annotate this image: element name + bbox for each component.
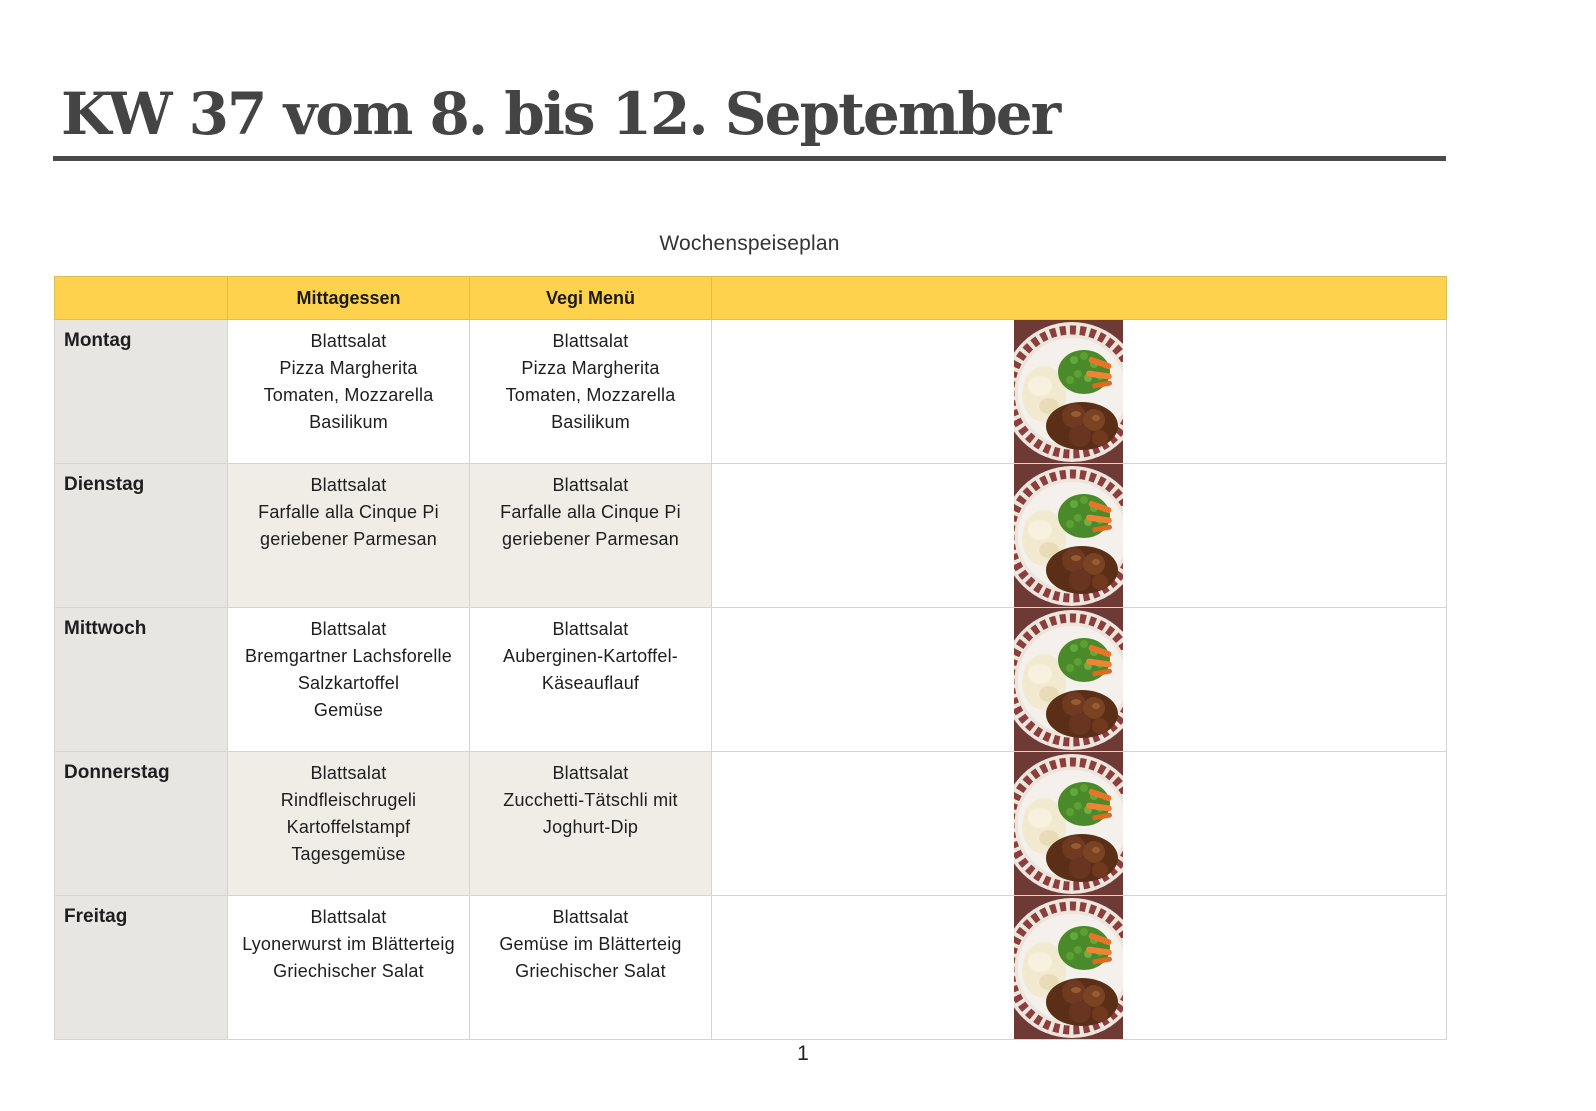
meal-item: Farfalle alla Cinque Pi (500, 502, 681, 522)
meal-item: Rindfleischrugeli (280, 790, 417, 810)
table-row (55, 608, 1447, 752)
photo-cell (712, 464, 1447, 608)
veggie-cell (470, 896, 712, 1040)
lunch-cell (228, 608, 470, 752)
lunch-cell (228, 464, 470, 608)
meal-item: Blattsalat (552, 763, 629, 783)
photo-cell (712, 752, 1447, 896)
column-header-lunch: Mittagessen (228, 277, 470, 320)
day-label: Donnerstag (55, 752, 228, 896)
meal-item: Gemüse im Blätterteig (499, 934, 682, 954)
meal-item: Salzkartoffel (297, 673, 400, 693)
page-number: 1 (797, 1042, 809, 1065)
veggie-cell (470, 752, 712, 896)
column-header-photo (712, 277, 1447, 320)
meal-item: Blattsalat (310, 619, 387, 639)
veggie-cell (470, 464, 712, 608)
page-title: KW 37 vom 8. bis 12. September (61, 80, 1060, 148)
table-row (55, 320, 1447, 464)
food-photo-icon (1014, 464, 1123, 607)
meal-item: Gemüse (313, 700, 384, 720)
lunch-cell (228, 320, 470, 464)
lunch-cell (228, 752, 470, 896)
meal-item: Blattsalat (552, 907, 629, 927)
lunch-cell (228, 896, 470, 1040)
meal-item: Zucchetti-Tätschli mit (503, 790, 678, 810)
veggie-cell (470, 320, 712, 464)
photo-cell (712, 320, 1447, 464)
meal-item: Auberginen-Kartoffel- (503, 646, 678, 666)
meal-item: Farfalle alla Cinque Pi (258, 502, 439, 522)
meal-item: Blattsalat (552, 475, 629, 495)
table-row (55, 896, 1447, 1040)
meal-item: Lyonerwurst im Blätterteig (242, 934, 455, 954)
meal-item: Kartoffelstampf (286, 817, 411, 837)
food-photo-icon (1014, 752, 1123, 895)
meal-item: Tomaten, Mozzarella (263, 385, 434, 405)
photo-cell (712, 608, 1447, 752)
meal-item: Bremgartner Lachsforelle (245, 646, 452, 666)
table-header-row (55, 277, 1447, 320)
meal-item: Käseauflauf (541, 673, 640, 693)
table-row (55, 752, 1447, 896)
table-caption: Wochenspeiseplan (659, 232, 840, 255)
meal-item: Blattsalat (310, 475, 387, 495)
meal-item: Blattsalat (552, 331, 629, 351)
meal-item: Basilikum (309, 412, 388, 432)
meal-item: Tagesgemüse (291, 844, 406, 864)
day-label: Freitag (55, 896, 228, 1040)
column-header-veggie: Vegi Menü (470, 277, 712, 320)
food-photo-icon (1014, 608, 1123, 751)
table-row (55, 464, 1447, 608)
day-label: Montag (55, 320, 228, 464)
day-label: Mittwoch (55, 608, 228, 752)
meal-item: Tomaten, Mozzarella (505, 385, 676, 405)
meal-item: Pizza Margherita (521, 358, 660, 378)
meal-item: Griechischer Salat (273, 961, 424, 981)
veggie-cell (470, 608, 712, 752)
food-photo-icon (1014, 320, 1123, 463)
column-header-day (55, 277, 228, 320)
table-body (55, 320, 1447, 1040)
meal-item: Pizza Margherita (279, 358, 418, 378)
meal-item: geriebener Parmesan (502, 529, 679, 549)
meal-item: Blattsalat (310, 331, 387, 351)
meal-item: Basilikum (551, 412, 630, 432)
meal-item: Blattsalat (552, 619, 629, 639)
weekly-menu-table (54, 276, 1447, 1040)
photo-cell (712, 896, 1447, 1040)
food-photo-icon (1014, 896, 1123, 1039)
meal-item: Griechischer Salat (515, 961, 666, 981)
heading-divider (53, 156, 1446, 161)
day-label: Dienstag (55, 464, 228, 608)
meal-item: Blattsalat (310, 907, 387, 927)
meal-item: Blattsalat (310, 763, 387, 783)
meal-item: geriebener Parmesan (260, 529, 437, 549)
meal-item: Joghurt-Dip (542, 817, 639, 837)
